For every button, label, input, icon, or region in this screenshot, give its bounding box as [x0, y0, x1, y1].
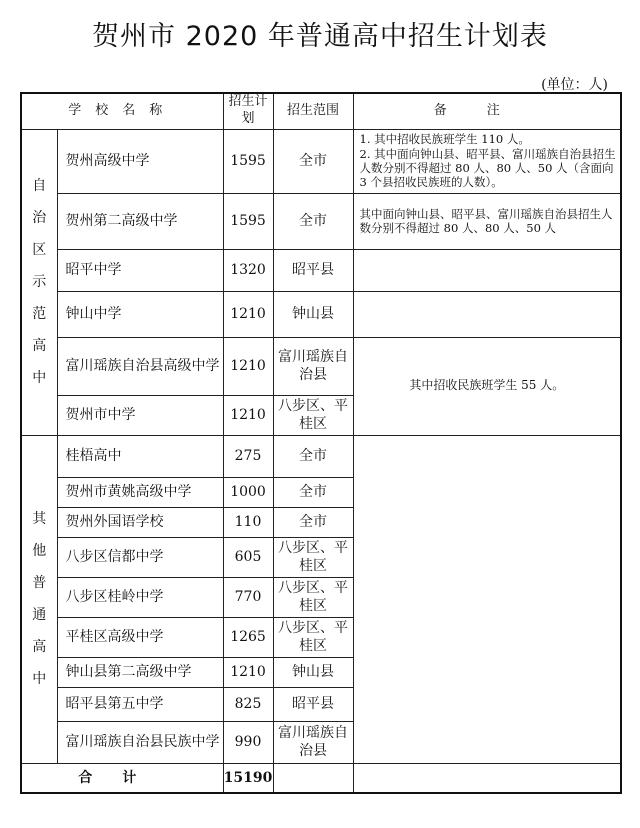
scope: 八步区、平桂区	[273, 617, 353, 657]
plan-count: 1210	[223, 291, 273, 337]
table-row	[21, 129, 621, 193]
note: 其中面向钟山县、昭平县、富川瑶族自治县招生人数分别不得超过 80 人、80 人、50 人	[353, 193, 621, 249]
header-school: 学校名称	[21, 93, 223, 129]
plan-count: 605	[223, 537, 273, 577]
scope: 全市	[273, 477, 353, 507]
table-row	[21, 193, 621, 249]
plan-count: 1210	[223, 395, 273, 435]
table-row	[21, 337, 621, 395]
total-row	[21, 763, 621, 793]
note-line-1: 1. 其中招收民族班学生 110 人。	[359, 132, 530, 147]
table-row	[21, 249, 621, 291]
scope: 全市	[273, 129, 353, 193]
plan-count: 1000	[223, 477, 273, 507]
scope: 全市	[273, 435, 353, 477]
school-name: 八步区桂岭中学	[57, 577, 223, 617]
note	[353, 291, 621, 337]
school-name: 平桂区高级中学	[57, 617, 223, 657]
scope: 富川瑶族自治县	[273, 337, 353, 395]
scope: 富川瑶族自治县	[273, 721, 353, 763]
unit-label: (单位：人)	[541, 77, 608, 93]
school-name: 钟山县第二高级中学	[57, 657, 223, 687]
total-scope-empty	[273, 763, 353, 793]
scope: 昭平县	[273, 687, 353, 721]
table-row	[21, 291, 621, 337]
scope: 昭平县	[273, 249, 353, 291]
total-value: 15190	[223, 763, 273, 793]
school-name: 昭平县第五中学	[57, 687, 223, 721]
table-row	[21, 435, 621, 477]
total-note-empty	[353, 763, 621, 793]
category-other: 其 他 普 通 高 中	[21, 435, 57, 763]
plan-count: 1265	[223, 617, 273, 657]
header-plan: 招生计划	[223, 93, 273, 129]
school-name: 贺州第二高级中学	[57, 193, 223, 249]
plan-count: 1210	[223, 657, 273, 687]
plan-count: 1595	[223, 129, 273, 193]
school-name: 富川瑶族自治县民族中学	[57, 721, 223, 763]
scope: 八步区、平桂区	[273, 537, 353, 577]
school-name: 贺州市黄姚高级中学	[57, 477, 223, 507]
plan-count: 1320	[223, 249, 273, 291]
scope: 钟山县	[273, 291, 353, 337]
header-scope: 招生范围	[273, 93, 353, 129]
scope: 八步区、平桂区	[273, 577, 353, 617]
school-name: 贺州外国语学校	[57, 507, 223, 537]
note-line-2: 2. 其中面向钟山县、昭平县、富川瑶族自治县招生人数分别不得超过 80 人、80 人、50 人（含面向 3 个县招收民族班的人数）。	[359, 146, 616, 190]
school-name: 富川瑶族自治县高级中学	[57, 337, 223, 395]
plan-count: 825	[223, 687, 273, 721]
plan-count: 1595	[223, 193, 273, 249]
scope: 钟山县	[273, 657, 353, 687]
plan-count: 1210	[223, 337, 273, 395]
scope: 全市	[273, 193, 353, 249]
header-note: 备注	[353, 93, 621, 129]
table-header-row	[21, 93, 621, 129]
plan-count: 275	[223, 435, 273, 477]
plan-count: 110	[223, 507, 273, 537]
note	[353, 249, 621, 291]
school-name: 八步区信都中学	[57, 537, 223, 577]
school-name: 贺州市中学	[57, 395, 223, 435]
total-label: 合计	[21, 763, 223, 793]
note-empty	[353, 435, 621, 763]
category-demonstration: 自 治 区 示 范 高 中	[21, 129, 57, 435]
page-title: 贺州市 2020 年普通高中招生计划表	[92, 21, 548, 52]
scope: 全市	[273, 507, 353, 537]
school-name: 桂梧高中	[57, 435, 223, 477]
scope: 八步区、平桂区	[273, 395, 353, 435]
plan-count: 770	[223, 577, 273, 617]
school-name: 昭平中学	[57, 249, 223, 291]
plan-count: 990	[223, 721, 273, 763]
enrollment-plan-table	[20, 92, 622, 794]
school-name: 贺州高级中学	[57, 129, 223, 193]
note	[353, 129, 621, 193]
note: 其中招收民族班学生 55 人。	[353, 337, 621, 435]
school-name: 钟山中学	[57, 291, 223, 337]
